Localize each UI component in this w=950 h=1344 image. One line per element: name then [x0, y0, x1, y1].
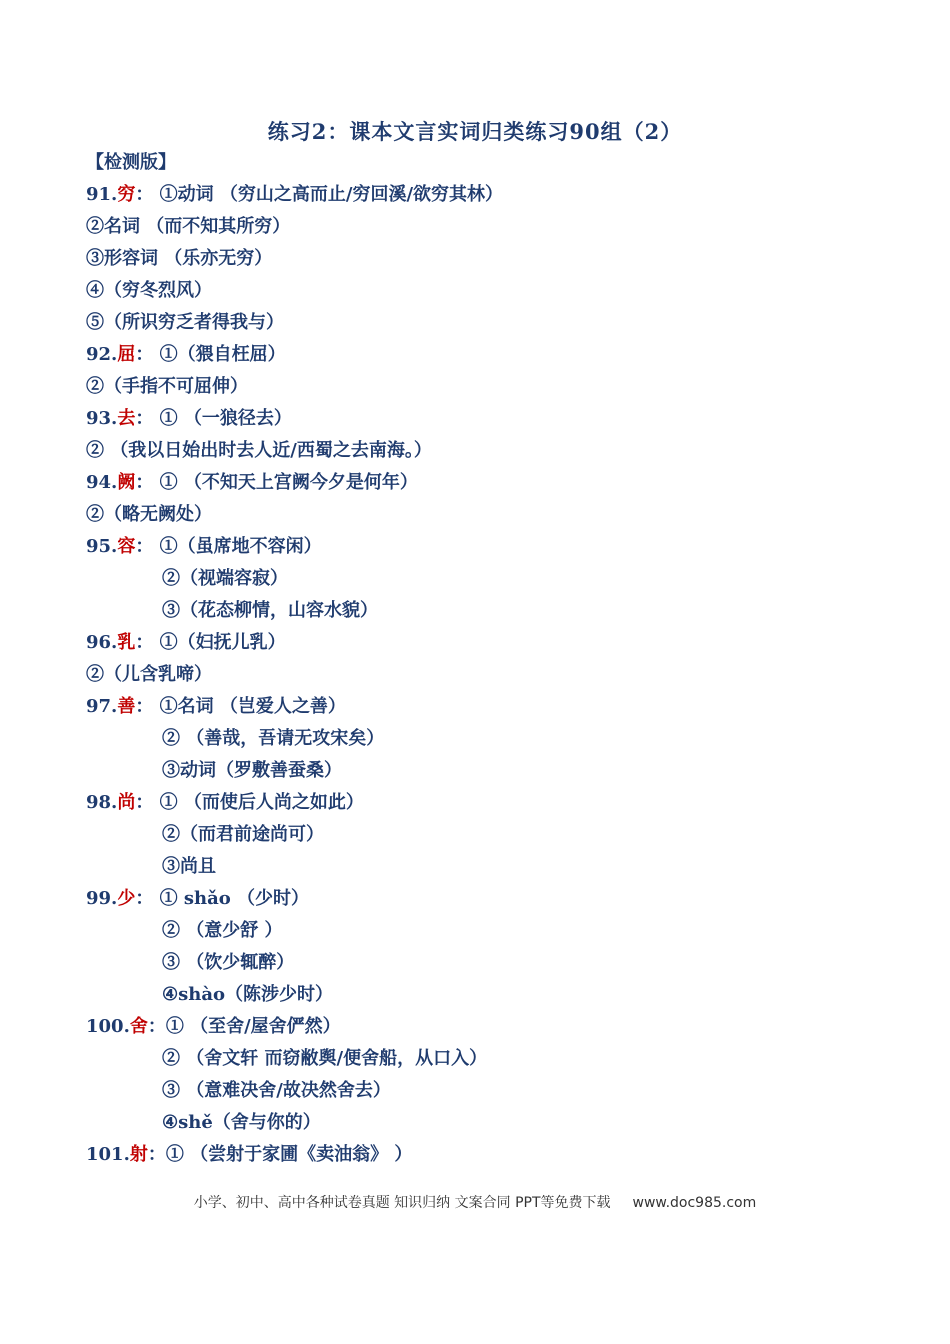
entry-number: 91.	[86, 184, 118, 205]
entry-98-sense-3: ③尚且	[162, 856, 216, 877]
headword: 舍	[129, 1016, 148, 1037]
entry-100-sense-4: ④shě（舍与你的）	[162, 1112, 321, 1133]
sense-1: ①名词 （岂爱人之善）	[159, 696, 346, 717]
version-label: 【检测版】	[86, 152, 176, 173]
entry-96-sense-2: ②（儿含乳啼）	[86, 664, 212, 685]
entry-98-line-1	[86, 792, 364, 814]
colon: ：	[135, 184, 154, 205]
colon: ：	[135, 632, 154, 653]
entry-91-line-1	[86, 184, 503, 206]
entry-97-sense-2: ② （善哉，吾请无攻宋矣）	[162, 728, 385, 749]
entry-number: 95.	[86, 536, 118, 557]
colon: ：	[135, 536, 154, 557]
entry-91-sense-4: ④（穷冬烈风）	[86, 280, 212, 301]
headword: 容	[117, 536, 136, 557]
entry-95-sense-3: ③（花态柳情，山容水貌）	[162, 600, 378, 621]
entry-number: 94.	[86, 472, 118, 493]
entry-91-sense-3: ③形容词 （乐亦无穷）	[86, 248, 273, 269]
sense-1: ① shǎo （少时）	[159, 888, 310, 909]
sense-1: ① （至舍/屋舍俨然）	[165, 1016, 341, 1037]
entry-97-sense-3: ③动词（罗敷善蚕桑）	[162, 760, 342, 781]
page-footer	[0, 1192, 950, 1212]
entry-99-sense-2: ② （意少舒 ）	[162, 920, 283, 941]
entry-99-sense-3: ③ （饮少辄醉）	[162, 952, 295, 973]
sense-1: ①（猥自枉屈）	[159, 344, 286, 365]
entry-92-line-1	[86, 344, 286, 366]
sense-1: ①动词 （穷山之高而止/穷回溪/欲穷其林）	[159, 184, 504, 205]
sense-1: ①（妇抚儿乳）	[159, 632, 286, 653]
entry-100-sense-3: ③ （意难决舍/故决然舍去）	[162, 1080, 391, 1101]
entry-number: 100.	[86, 1016, 130, 1037]
colon: ：	[135, 408, 154, 429]
headword: 善	[117, 696, 136, 717]
entry-100-sense-2: ② （舍文轩 而窃敝舆/便舍船，从口入）	[162, 1048, 488, 1069]
colon: ：	[147, 1144, 166, 1165]
entry-91-sense-2: ②名词 （而不知其所穷）	[86, 216, 291, 237]
sense-1: ① （一狼径去）	[159, 408, 292, 429]
entry-number: 97.	[86, 696, 118, 717]
entry-99-line-1	[86, 888, 309, 910]
entry-number: 92.	[86, 344, 118, 365]
entry-94-sense-2: ②（略无阙处）	[86, 504, 212, 525]
entry-93-line-1	[86, 408, 292, 430]
headword: 阙	[117, 472, 136, 493]
sense-1: ① （而使后人尚之如此）	[159, 792, 364, 813]
colon: ：	[135, 792, 154, 813]
footer-text: 小学、初中、高中各种试卷真题 知识归纳 文案合同 PPT等免费下载	[193, 1195, 611, 1211]
headword: 屈	[117, 344, 136, 365]
sense-1: ①（虽席地不容闲）	[159, 536, 322, 557]
entry-95-sense-2: ②（视端容寂）	[162, 568, 288, 589]
entry-98-sense-2: ②（而君前途尚可）	[162, 824, 324, 845]
colon: ：	[135, 696, 154, 717]
headword: 穷	[117, 184, 136, 205]
entry-number: 93.	[86, 408, 118, 429]
entry-91-sense-5: ⑤（所识穷乏者得我与）	[86, 312, 284, 333]
entry-95-line-1	[86, 536, 322, 558]
headword: 去	[117, 408, 136, 429]
footer-site-link[interactable]: www.doc985.com	[632, 1195, 757, 1211]
page-title: 练习2：课本文言实词归类练习90组（2）	[267, 119, 683, 144]
headword: 尚	[117, 792, 136, 813]
sense-1: ① （尝射于家圃《卖油翁》 ）	[165, 1144, 413, 1165]
entry-100-line-1	[86, 1016, 341, 1038]
headword: 射	[129, 1144, 148, 1165]
headword: 乳	[117, 632, 136, 653]
entry-99-sense-4: ④shào（陈涉少时）	[162, 984, 334, 1005]
entry-number: 98.	[86, 792, 118, 813]
colon: ：	[135, 888, 154, 909]
entry-number: 96.	[86, 632, 118, 653]
entry-number: 99.	[86, 888, 118, 909]
headword: 少	[117, 888, 136, 909]
colon: ：	[135, 344, 154, 365]
entry-93-sense-2: ② （我以日始出时去人近/西蜀之去南海。）	[86, 440, 432, 461]
sense-1: ① （不知天上宫阙今夕是何年）	[159, 472, 418, 493]
entry-92-sense-2: ②（手指不可屈伸）	[86, 376, 248, 397]
entry-101-line-1	[86, 1144, 412, 1166]
colon: ：	[135, 472, 154, 493]
colon: ：	[147, 1016, 166, 1037]
entry-97-line-1	[86, 696, 346, 718]
entry-96-line-1	[86, 632, 286, 654]
entry-number: 101.	[86, 1144, 130, 1165]
entry-94-line-1	[86, 472, 418, 494]
